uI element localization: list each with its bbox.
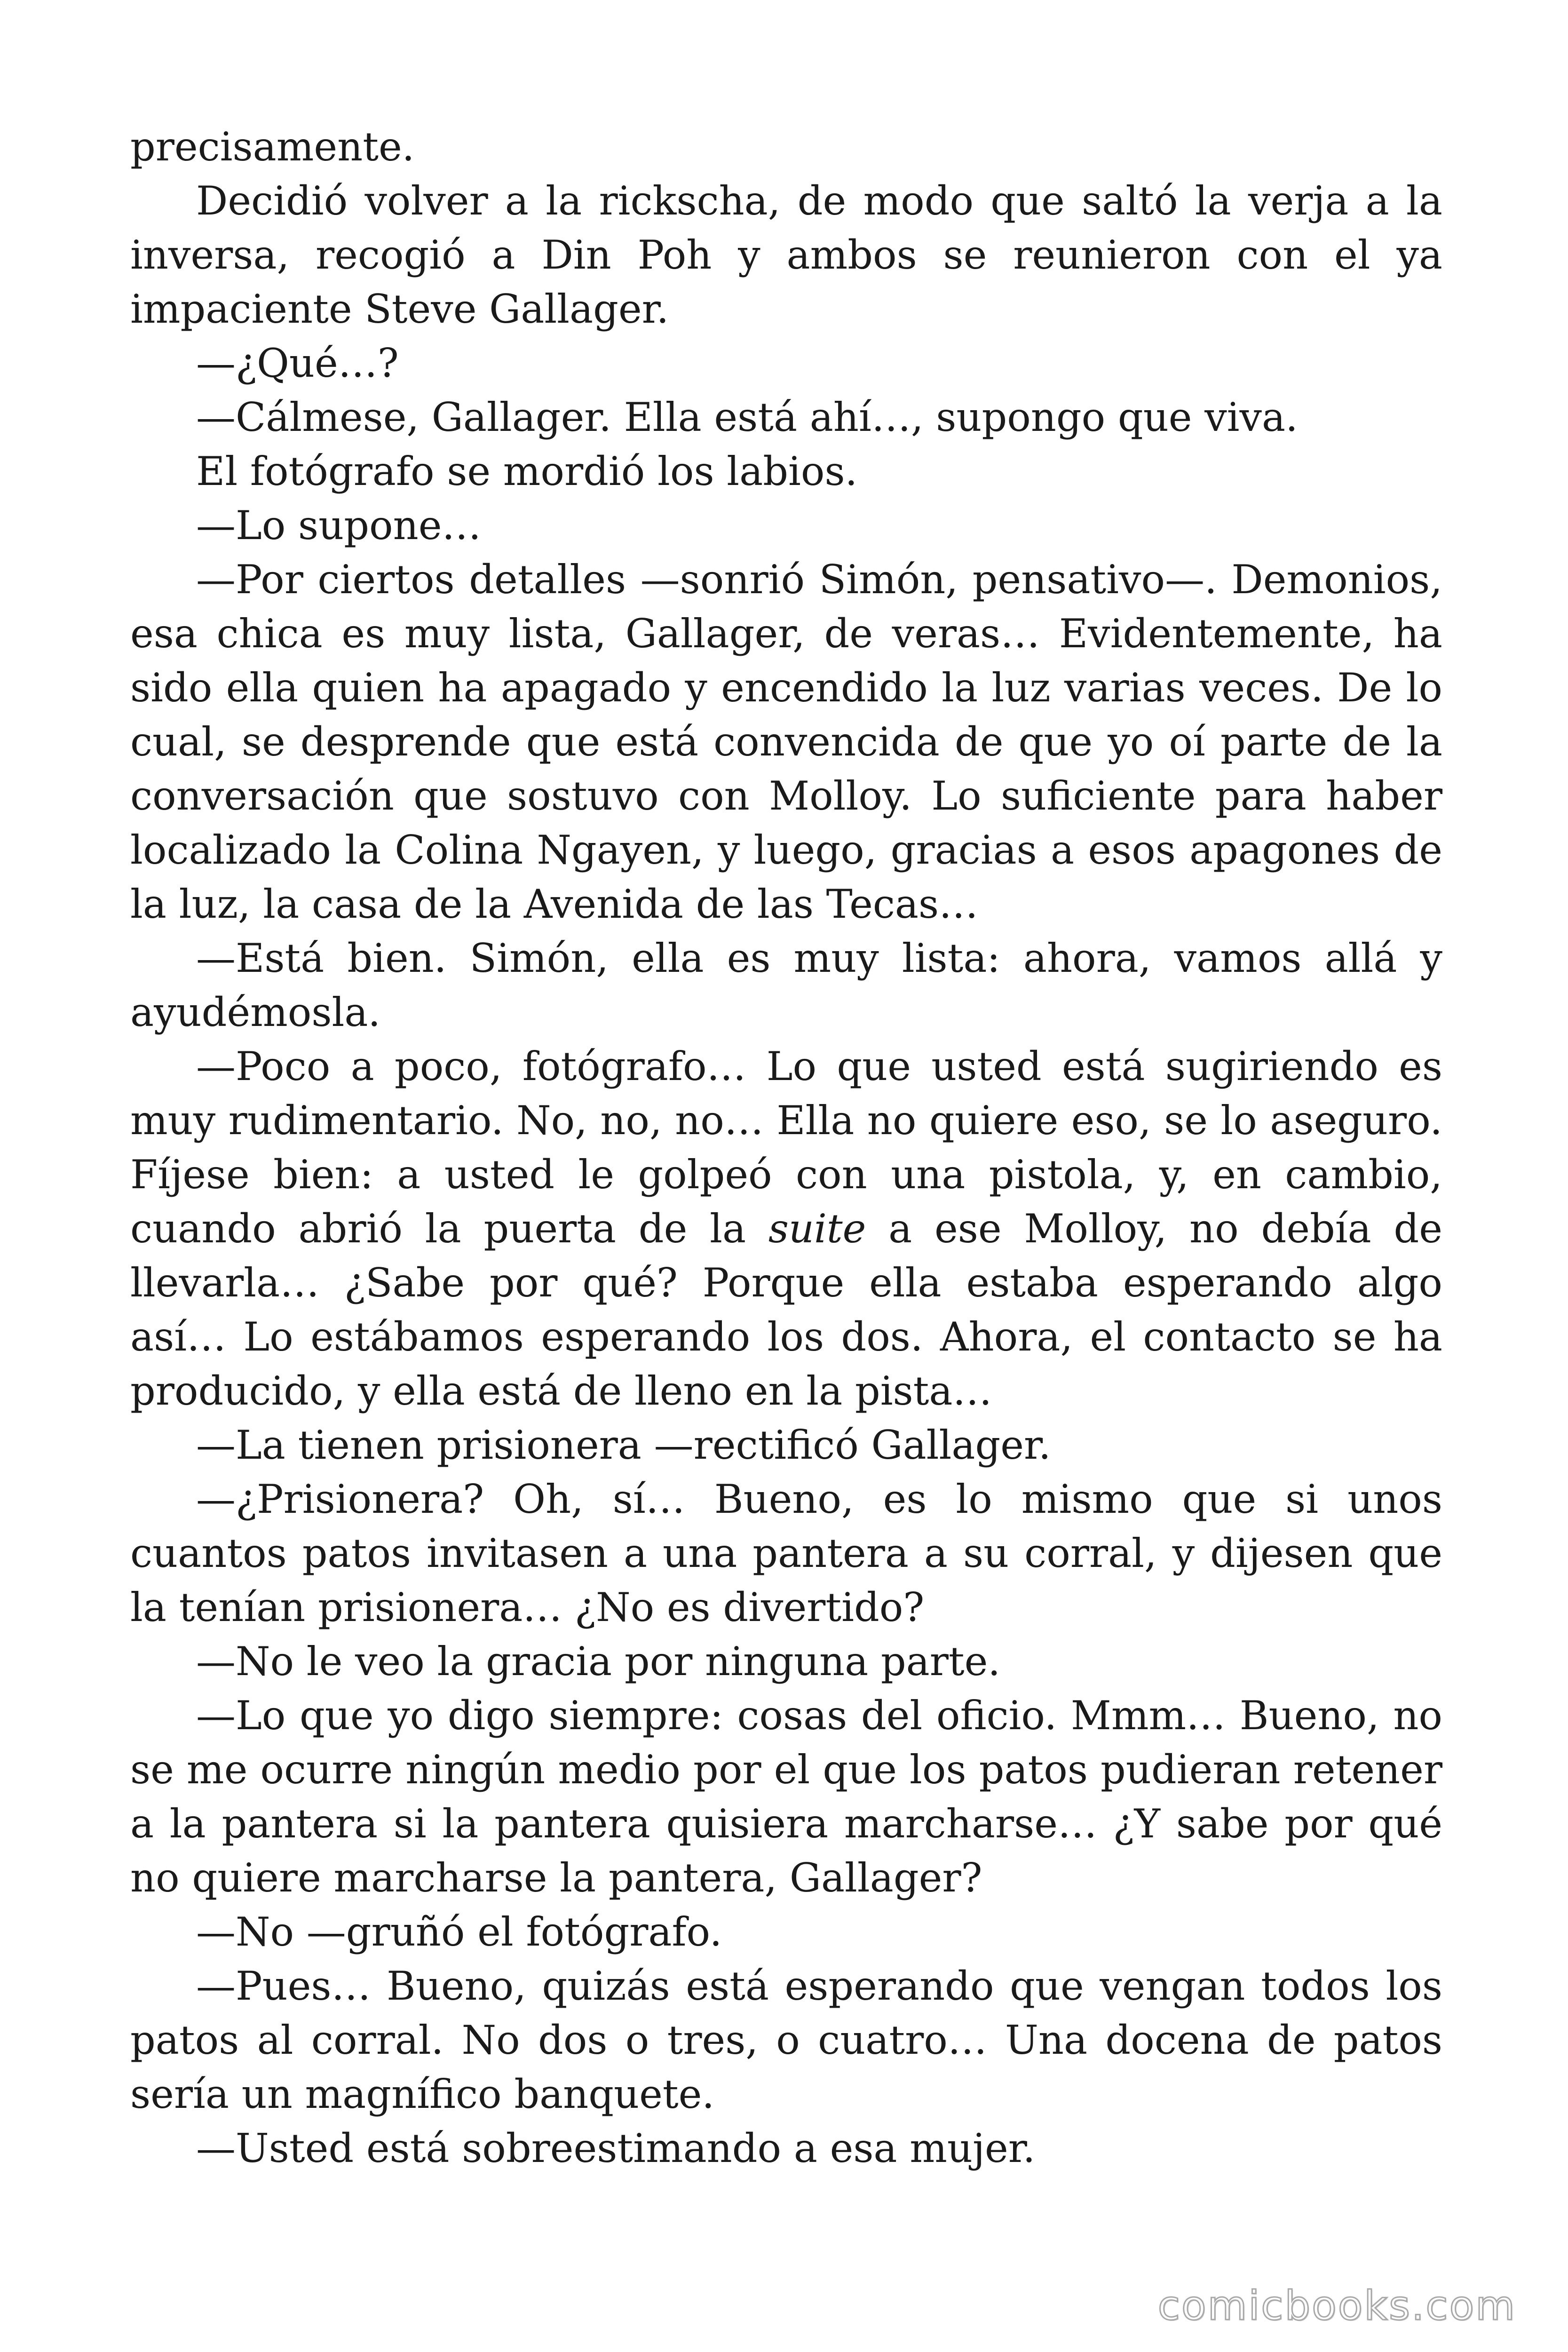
paragraph-13: —Lo que yo digo siempre: cosas del oficio. Mmm… Bueno, no se me ocurre ningún medio por el que los patos pudieran retener a la pantera si la pantera quisiera marcharse… ¿Y sabe por qué no quiere marcharse la pantera, Gallager? (130, 1692, 1442, 1901)
book-page (130, 120, 1442, 2237)
paragraph-3: —¿Qué…? (196, 340, 399, 386)
paragraph-10: —La tienen prisionera —rectificó Gallager. (196, 1422, 1051, 1468)
paragraph-11: —¿Prisionera? Oh, sí… Bueno, es lo mismo que si unos cuantos patos invitasen a una pantera a su corral, y dijesen que la tenían prisionera… ¿No es divertido? (130, 1476, 1442, 1630)
paragraph-6: —Lo supone… (196, 502, 482, 548)
paragraph-9 (130, 1040, 1442, 1418)
paragraph-7: —Por ciertos detalles —sonrió Simón, pensativo—. Demonios, esa chica es muy lista, Gallager, de veras… Evidentemente, ha sido ella quien ha apagado y encendido la luz varias veces. De lo cual, se desprende que está convencida de que yo oí parte de la conversación que sostuvo con Molloy. Lo suficiente para haber localizado la Colina Ngayen, y luego, gracias a esos apagones de la luz, la casa de la Avenida de las Tecas… (130, 556, 1442, 927)
paragraph-9-before: —Poco a poco, fotógrafo… Lo que usted está sugiriendo es muy rudimentario. No, no, no… Ella no quiere eso, se lo aseguro. Fíjese bien: a usted le golpeó con una pistola, y, en cambio, cuando abrió la puerta de la (130, 1043, 1442, 1252)
paragraph-15: —Pues… Bueno, quizás está esperando que vengan todos los patos al corral. No dos o tres, o cuatro… Una docena de patos sería un magnífico banquete. (130, 1963, 1442, 2117)
paragraph-2: Decidió volver a la rickscha, de modo que saltó la verja a la inversa, recogió a Din Poh y ambos se reunieron con el ya impaciente Steve Gallager. (130, 178, 1442, 332)
paragraph-12: —No le veo la gracia por ninguna parte. (196, 1638, 1001, 1685)
paragraph-14: —No —gruñó el fotógrafo. (196, 1909, 722, 1955)
paragraph-4: —Cálmese, Gallager. Ella está ahí…, supongo que viva. (196, 394, 1298, 440)
paragraph-16: —Usted está sobreestimando a esa mujer. (196, 2125, 1036, 2171)
paragraph-9-italic: suite (768, 1206, 866, 1252)
paragraph-8: —Está bien. Simón, ella es muy lista: ahora, vamos allá y ayudémosla. (130, 935, 1442, 1035)
paragraph-9-after: a ese Molloy, no debía de llevarla… ¿Sabe por qué? Porque ella estaba esperando algo así… Lo estábamos esperando los dos. Ahora, el contacto se ha producido, y ella está de lleno en la pista… (130, 1206, 1442, 1414)
paragraph-1: precisamente. (130, 124, 415, 170)
paragraph-5: El fotógrafo se mordió los labios. (196, 448, 858, 494)
watermark: comicbooks.com (1157, 2282, 1516, 2329)
